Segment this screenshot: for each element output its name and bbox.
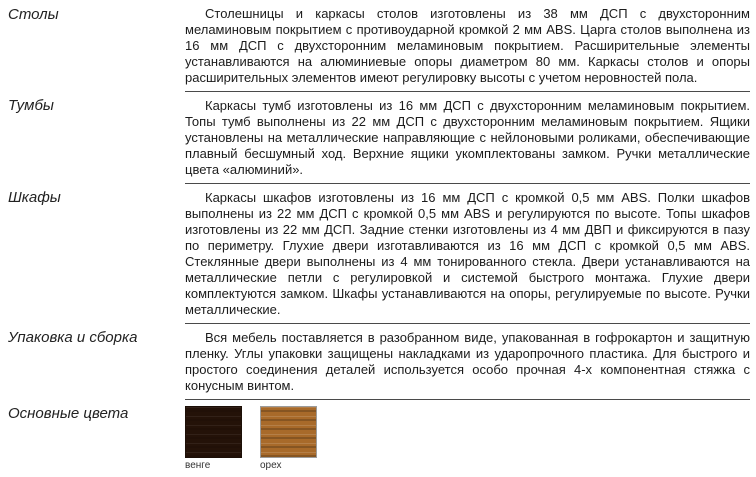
wenge-color-swatch [185, 406, 242, 458]
section-heading-cell [0, 0, 185, 91]
wood-grain-texture [186, 407, 241, 457]
section-body-cell [185, 0, 750, 91]
swatch-label-walnut: орех [260, 460, 282, 471]
section-heading-cell [0, 323, 185, 399]
section-tables [0, 0, 756, 91]
section-cabinets [0, 183, 756, 323]
section-heading-packaging: Упаковка и сборка [8, 329, 138, 346]
section-packaging [0, 323, 756, 399]
section-heading-cell [0, 399, 185, 477]
section-heading-cell [0, 91, 185, 183]
swatch-block-wenge [185, 406, 242, 472]
section-text-tables: Столешницы и каркасы столов изготовлены из 38 мм ДСП с двухсторонним меламиновым покрытием с противоударной кромкой 2 мм ABS. Царга столов выполнена из 16 мм ДСП с двухсторонним меламиновым покрытием. Расширительные элементы устанавливаются на алюминиевые опоры диаметром 80 мм. Каркасы столов и опоры расширительных элементов имеют регулировку высоты с учетом неровностей пола. [185, 6, 750, 85]
section-heading-pedestals: Тумбы [8, 97, 54, 114]
section-body-cell [185, 91, 750, 183]
section-body-cell [185, 399, 750, 477]
section-text-pedestals: Каркасы тумб изготовлены из 16 мм ДСП с двухсторонним меламиновым покрытием. Топы тумб выполнены из 22 мм ДСП с двухсторонним меламиновым покрытием. Ящики установлены на металлические направляющие с нейлоновыми роликами, обеспечивающие плавный бесшумный ход. Верхние ящики укомплектованы замком. Ручки металлические цвета «алюминий». [185, 98, 750, 177]
section-heading-main-colors: Основные цвета [8, 405, 129, 422]
section-heading-tables: Столы [8, 6, 59, 23]
section-main-colors [0, 399, 756, 477]
section-text-packaging: Вся мебель поставляется в разобранном виде, упакованная в гофрокартон и защитную пленку. Углы упаковки защищены накладками из ударопрочного пластика. Для быстрого и простого соединения деталей используется особо прочная 4-х компонентная стяжка с конусным винтом. [185, 330, 750, 393]
section-body-cell [185, 323, 750, 399]
section-text-cabinets: Каркасы шкафов изготовлены из 16 мм ДСП с кромкой 0,5 мм ABS. Полки шкафов выполнены из 22 мм ДСП с кромкой 0,5 мм ABS и регулируются по высоте. Топы шкафов изготовлены из 22 мм ДСП. Задние стенки изготовлены из 4 мм ДВП и фиксируются в пазу по периметру. Глухие двери изготавливаются из 16 мм ДСП с кромкой 0,5 мм ABS. Стеклянные двери выполнены из 4 мм тонированного стекла. Двери устанавливаются на металлические петли с регулировкой и системой быстрого монтажа. Глухие двери комплектуются замком. Шкафы устанавливаются на опоры, регулируемые по высоте. Ручки металлические. [185, 190, 750, 317]
section-heading-cabinets: Шкафы [8, 189, 61, 206]
color-swatches [185, 406, 750, 472]
swatch-block-walnut [260, 406, 317, 472]
walnut-color-swatch [260, 406, 317, 458]
swatch-label-wenge: венге [185, 460, 211, 471]
section-pedestals [0, 91, 756, 183]
section-body-cell [185, 183, 750, 323]
section-heading-cell [0, 183, 185, 323]
wood-grain-texture [261, 407, 316, 457]
